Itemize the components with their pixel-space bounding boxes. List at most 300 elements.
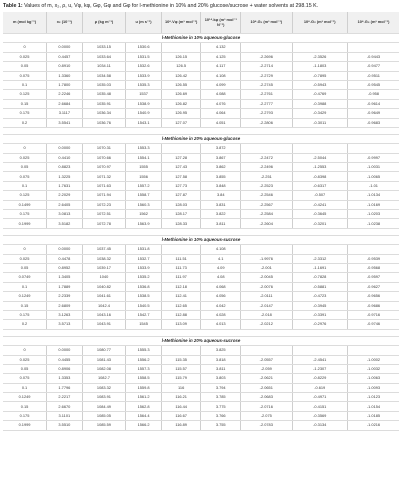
table-row bbox=[3, 181, 399, 190]
table-row bbox=[3, 71, 399, 80]
table-cell: 1041.61 bbox=[82, 292, 126, 301]
table-cell: -0.507 bbox=[292, 191, 347, 200]
table-cell: 4.08 bbox=[201, 273, 241, 282]
table-cell: -0.9614 bbox=[347, 99, 399, 108]
table-cell: -0.9746 bbox=[347, 320, 399, 329]
table-cell: 4.088 bbox=[201, 90, 241, 99]
table-cell: -0.9683 bbox=[347, 118, 399, 127]
table-cell: -2.2604 bbox=[241, 219, 292, 228]
table-cell: 126.69 bbox=[161, 90, 201, 99]
table-row bbox=[3, 109, 399, 118]
table-cell: -0.5943 bbox=[292, 80, 347, 89]
table-cell: -1.0065 bbox=[347, 172, 399, 181]
table-cell: 0.8952 bbox=[47, 263, 83, 272]
table-cell: 2.6809 bbox=[47, 301, 83, 310]
table-cell: 116.44 bbox=[161, 402, 201, 411]
table-cell: 1538.9 bbox=[126, 99, 162, 108]
table-cell: -1.0134 bbox=[347, 191, 399, 200]
table-cell bbox=[241, 43, 292, 52]
table-cell: 0.05 bbox=[3, 62, 47, 71]
table-cell: -2.2745 bbox=[241, 80, 292, 89]
table-cell: 1081.43 bbox=[82, 355, 126, 364]
table-cell: 112.88 bbox=[161, 310, 201, 319]
table-cell: -0.9511 bbox=[347, 71, 399, 80]
table-cell: 0.4455 bbox=[47, 355, 83, 364]
header-cell-m: m (mol kg⁻¹) bbox=[3, 12, 47, 34]
table-cell: -0.3945 bbox=[292, 301, 347, 310]
table-cell bbox=[161, 144, 201, 153]
table-cell: 4.099 bbox=[201, 80, 241, 89]
table-cell: 1071.94 bbox=[82, 191, 126, 200]
table-cell: -0.7895 bbox=[292, 71, 347, 80]
table-row bbox=[3, 219, 399, 228]
spacer-cell bbox=[3, 228, 399, 235]
table-cell: 0.175 bbox=[3, 109, 47, 118]
table-cell: 1.7796 bbox=[47, 383, 83, 392]
table-cell: 0.0000 bbox=[47, 346, 83, 355]
table-cell: 4.1 bbox=[201, 254, 241, 263]
table-cell: -1.0169 bbox=[347, 200, 399, 209]
table-cell: -0.9686 bbox=[347, 301, 399, 310]
table-cell: 1.3353 bbox=[47, 374, 83, 383]
table-cell: 1562 bbox=[126, 210, 162, 219]
table-cell: 1082.7 bbox=[82, 374, 126, 383]
table-cell: 1532.7 bbox=[126, 254, 162, 263]
table-cell: -2.0557 bbox=[241, 355, 292, 364]
table-cell: 1035.91 bbox=[82, 99, 126, 108]
table-cell: 0.1 bbox=[3, 80, 47, 89]
table-cell: 1.3405 bbox=[47, 273, 83, 282]
header-cell-x2: x₂ (10⁻³) bbox=[47, 12, 83, 34]
table-cell: 1040.82 bbox=[82, 282, 126, 291]
table-cell: 0.2 bbox=[3, 118, 47, 127]
table-cell: 111.51 bbox=[161, 254, 201, 263]
table-cell: 1533.9 bbox=[126, 71, 162, 80]
table-cell: -2.2793 bbox=[241, 109, 292, 118]
data-table bbox=[3, 12, 399, 431]
table-cell: 0.1499 bbox=[3, 200, 47, 209]
table-cell: 127.87 bbox=[161, 191, 201, 200]
table-cell: -0.4723 bbox=[292, 292, 347, 301]
header-cell-g1: 10⁶.G₁ (m³ mol⁻¹) bbox=[241, 12, 292, 34]
table-cell: -1.0154 bbox=[347, 402, 399, 411]
table-cell bbox=[241, 245, 292, 254]
table-cell: -0.3569 bbox=[292, 411, 347, 420]
table-cell: -0.958 bbox=[347, 90, 399, 99]
header-cell-g2: 10⁶.G₂ (m³ mol⁻¹) bbox=[292, 12, 347, 34]
table-cell: 2.2339 bbox=[47, 292, 83, 301]
table-cell: -2.0045 bbox=[241, 273, 292, 282]
table-cell: 1538.5 bbox=[126, 292, 162, 301]
table-row bbox=[3, 263, 399, 272]
table-cell: 126.82 bbox=[161, 99, 201, 108]
table-cell: -2.001 bbox=[241, 263, 292, 272]
table-cell: 1070.66 bbox=[82, 153, 126, 162]
table-cell: 0.175 bbox=[3, 310, 47, 319]
table-cell: 0.025 bbox=[3, 153, 47, 162]
table-cell: 1.7800 bbox=[47, 80, 83, 89]
table-cell: -2.4541 bbox=[292, 355, 347, 364]
table-cell: -1.0063 bbox=[347, 374, 399, 383]
table-cell: 2.2217 bbox=[47, 393, 83, 402]
table-caption bbox=[3, 3, 401, 9]
table-cell: -2.0621 bbox=[241, 374, 292, 383]
table-cell: -0.3988 bbox=[292, 99, 347, 108]
table-cell: -2.2761 bbox=[241, 90, 292, 99]
table-cell: 1043.91 bbox=[82, 320, 126, 329]
table-cell: 1039.17 bbox=[82, 263, 126, 272]
table-cell: 4.076 bbox=[201, 99, 241, 108]
table-cell: -0.9997 bbox=[347, 153, 399, 162]
table-cell: 1558.7 bbox=[126, 191, 162, 200]
table-cell: 128.03 bbox=[161, 200, 201, 209]
table-cell: -1.1691 bbox=[292, 263, 347, 272]
table-row bbox=[3, 245, 399, 254]
table-cell: 1085.05 bbox=[82, 411, 126, 420]
table-cell: 0.8823 bbox=[47, 163, 83, 172]
table-cell: 116.89 bbox=[161, 421, 201, 430]
table-cell: 1.7889 bbox=[47, 282, 83, 291]
table-cell: 0.05 bbox=[3, 263, 47, 272]
table-cell: -2.0111 bbox=[241, 292, 292, 301]
table-cell: 0.8910 bbox=[47, 62, 83, 71]
table-cell: 4.051 bbox=[201, 118, 241, 127]
table-cell: 1040 bbox=[82, 273, 126, 282]
table-cell: -0.9568 bbox=[347, 263, 399, 272]
table-cell: 0 bbox=[3, 245, 47, 254]
table-cell: 4.013 bbox=[201, 320, 241, 329]
table-cell: -0.9649 bbox=[347, 109, 399, 118]
table-row bbox=[3, 43, 399, 52]
table-cell bbox=[161, 43, 201, 52]
table-cell: 3.775 bbox=[201, 402, 241, 411]
table-cell: -0.9716 bbox=[347, 310, 399, 319]
section-title: l-Methionine in 10% aqueous-sucrose bbox=[3, 235, 399, 244]
table-cell: 112.18 bbox=[161, 282, 201, 291]
spacer-cell bbox=[3, 127, 399, 134]
table-cell bbox=[292, 346, 347, 355]
table-cell: -0.4151 bbox=[292, 402, 347, 411]
table-cell: 3.755 bbox=[201, 421, 241, 430]
table-cell: 1556 bbox=[126, 172, 162, 181]
table-cell: 0.1 bbox=[3, 282, 47, 291]
table-cell: 1033.64 bbox=[82, 52, 126, 61]
table-cell: 3.0813 bbox=[47, 210, 83, 219]
table-cell: 115.35 bbox=[161, 355, 201, 364]
table-cell: 1540.5 bbox=[126, 301, 162, 310]
header-cell-v-phi: 10⁶.Vφ (m³ mol⁻¹) bbox=[161, 12, 201, 34]
section-header-row bbox=[3, 134, 399, 143]
section-title: l-Methionine in 10% aqueous-glucose bbox=[3, 34, 399, 43]
table-cell: 1557.2 bbox=[126, 181, 162, 190]
table-row bbox=[3, 383, 399, 392]
table-cell: 1072.78 bbox=[82, 219, 126, 228]
table-cell: -2.2714 bbox=[241, 62, 292, 71]
table-row bbox=[3, 411, 399, 420]
table-cell: -2.0076 bbox=[241, 282, 292, 291]
table-cell: 0.1999 bbox=[3, 219, 47, 228]
table-row bbox=[3, 273, 399, 282]
table-cell: 1034.58 bbox=[82, 71, 126, 80]
table-cell: 1071.63 bbox=[82, 181, 126, 190]
table-cell: 1533.9 bbox=[126, 263, 162, 272]
table-cell: -2.2523 bbox=[241, 181, 292, 190]
table-cell: 3.5182 bbox=[47, 219, 83, 228]
caption-label: Table 1: bbox=[3, 3, 23, 9]
table-cell: -2.0716 bbox=[241, 402, 292, 411]
table-cell: -2.2777 bbox=[241, 99, 292, 108]
table-cell: 127.73 bbox=[161, 181, 201, 190]
table-cell: 0.0749 bbox=[3, 273, 47, 282]
table-cell: 0.0000 bbox=[47, 144, 83, 153]
table-cell: 0.1249 bbox=[3, 292, 47, 301]
table-cell: 128.17 bbox=[161, 210, 201, 219]
table-cell: -2.059 bbox=[241, 364, 292, 373]
table-row bbox=[3, 364, 399, 373]
table-cell: -2.2584 bbox=[241, 210, 292, 219]
table-cell: 0.175 bbox=[3, 210, 47, 219]
table-cell: 4.056 bbox=[201, 292, 241, 301]
table-cell: 128.33 bbox=[161, 219, 201, 228]
table-cell: 3.848 bbox=[201, 181, 241, 190]
table-cell: 113.09 bbox=[161, 320, 201, 329]
table-row bbox=[3, 172, 399, 181]
table-cell: -0.8398 bbox=[292, 172, 347, 181]
table-cell: -1.2553 bbox=[292, 163, 347, 172]
table-cell: -2.5044 bbox=[292, 153, 347, 162]
table-cell: 3.1101 bbox=[47, 411, 83, 420]
table-cell: 4.125 bbox=[201, 52, 241, 61]
table-cell: 3.825 bbox=[201, 346, 241, 355]
table-cell: 0.05 bbox=[3, 163, 47, 172]
table-cell: 0.15 bbox=[3, 402, 47, 411]
table-cell: 0.4457 bbox=[47, 52, 83, 61]
table-cell: -0.3201 bbox=[292, 219, 347, 228]
table-cell: 0.8906 bbox=[47, 364, 83, 373]
table-row bbox=[3, 346, 399, 355]
table-cell: -0.9477 bbox=[347, 62, 399, 71]
table-cell: 0.0000 bbox=[47, 245, 83, 254]
table-cell: 3.5713 bbox=[47, 320, 83, 329]
table-cell: 0.15 bbox=[3, 99, 47, 108]
table-cell: 3.818 bbox=[201, 355, 241, 364]
section-spacer bbox=[3, 127, 399, 134]
table-cell: -1.9976 bbox=[241, 254, 292, 263]
table-row bbox=[3, 310, 399, 319]
table-cell: -1.0203 bbox=[347, 210, 399, 219]
table-row bbox=[3, 80, 399, 89]
table-cell: -2.2567 bbox=[241, 200, 292, 209]
table-cell: 0.1999 bbox=[3, 421, 47, 430]
table-cell: 1536.8 bbox=[126, 282, 162, 291]
table-row bbox=[3, 320, 399, 329]
table-cell: 0.075 bbox=[3, 71, 47, 80]
table-cell: 0.075 bbox=[3, 172, 47, 181]
table-cell: 4.132 bbox=[201, 43, 241, 52]
table-cell: 0.1 bbox=[3, 181, 47, 190]
table-cell: 0.025 bbox=[3, 52, 47, 61]
table-cell: -1.0032 bbox=[347, 364, 399, 373]
table-cell: 116.21 bbox=[161, 393, 201, 402]
table-cell: 1.7631 bbox=[47, 181, 83, 190]
table-cell: 1553.3 bbox=[126, 144, 162, 153]
section-title: l-Methionine in 20% aqueous-sucrose bbox=[3, 336, 399, 345]
table-cell: 1566.2 bbox=[126, 421, 162, 430]
table-cell: 1531.5 bbox=[126, 52, 162, 61]
table-cell: -1.0002 bbox=[347, 355, 399, 364]
table-cell: 127.43 bbox=[161, 163, 201, 172]
table-cell: 1555 bbox=[126, 163, 162, 172]
table-cell: -1.0093 bbox=[347, 383, 399, 392]
table-cell: 4.117 bbox=[201, 62, 241, 71]
table-cell: 3.872 bbox=[201, 144, 241, 153]
table-cell: 1531.8 bbox=[126, 245, 162, 254]
table-cell: 1555.3 bbox=[126, 346, 162, 355]
table-cell bbox=[292, 43, 347, 52]
table-cell: -0.3134 bbox=[292, 421, 347, 430]
table-cell: -2.0783 bbox=[241, 421, 292, 430]
table-cell: 1532.6 bbox=[126, 62, 162, 71]
table-cell: 1562.8 bbox=[126, 402, 162, 411]
table-cell: 1080.77 bbox=[82, 346, 126, 355]
table-cell: 0.4478 bbox=[47, 254, 83, 263]
table-cell: -0.4769 bbox=[292, 90, 347, 99]
table-cell: 0.05 bbox=[3, 364, 47, 373]
table-cell: 4.064 bbox=[201, 109, 241, 118]
table-cell: 1540.9 bbox=[126, 109, 162, 118]
table-cell: 3.862 bbox=[201, 163, 241, 172]
table-cell: -1.0216 bbox=[347, 421, 399, 430]
table-cell: -0.5881 bbox=[292, 282, 347, 291]
table-cell: 3.5541 bbox=[47, 118, 83, 127]
table-cell: -2.2546 bbox=[241, 191, 292, 200]
table-row bbox=[3, 254, 399, 263]
section-spacer bbox=[3, 329, 399, 336]
table-cell: 0 bbox=[3, 144, 47, 153]
table-cell: 4.108 bbox=[201, 245, 241, 254]
table-cell: 0.1 bbox=[3, 383, 47, 392]
table-row bbox=[3, 90, 399, 99]
table-row bbox=[3, 374, 399, 383]
table-cell: 0.125 bbox=[3, 191, 47, 200]
table-cell: 1537 bbox=[126, 90, 162, 99]
table-cell: -2.018 bbox=[241, 310, 292, 319]
table-cell: 127.07 bbox=[161, 118, 201, 127]
table-cell: -0.9656 bbox=[347, 292, 399, 301]
table-cell: 1038.32 bbox=[82, 254, 126, 263]
table-cell: -0.6317 bbox=[292, 181, 347, 190]
table-cell: 0.125 bbox=[3, 90, 47, 99]
table-cell: 4.09 bbox=[201, 263, 241, 272]
table-cell: 4.042 bbox=[201, 301, 241, 310]
table-cell: 1072.23 bbox=[82, 200, 126, 209]
table-cell: 3.867 bbox=[201, 153, 241, 162]
table-cell: 3.84 bbox=[201, 191, 241, 200]
table-cell: 1557.3 bbox=[126, 364, 162, 373]
table-cell: 1035.03 bbox=[82, 80, 126, 89]
table-cell: 0.025 bbox=[3, 254, 47, 263]
table-cell: -2.2472 bbox=[241, 153, 292, 162]
table-cell: 3.855 bbox=[201, 172, 241, 181]
table-cell: 0.075 bbox=[3, 374, 47, 383]
table-cell: -1.1803 bbox=[292, 62, 347, 71]
table-cell: 0.4410 bbox=[47, 153, 83, 162]
table-row bbox=[3, 191, 399, 200]
table-cell: 2.2246 bbox=[47, 90, 83, 99]
table-cell: 3.811 bbox=[201, 364, 241, 373]
table-cell: 3.794 bbox=[201, 383, 241, 392]
table-cell: 126.15 bbox=[161, 52, 201, 61]
table-cell: 0 bbox=[3, 346, 47, 355]
header-row bbox=[3, 12, 399, 34]
table-cell: 1085.59 bbox=[82, 421, 126, 430]
table-cell: 126.5 bbox=[161, 62, 201, 71]
table-cell: -0.2976 bbox=[292, 320, 347, 329]
table-cell: 0.175 bbox=[3, 411, 47, 420]
table-row bbox=[3, 301, 399, 310]
table-cell: -2.251 bbox=[241, 172, 292, 181]
table-cell: -2.2806 bbox=[241, 118, 292, 127]
table-cell bbox=[347, 346, 399, 355]
table-cell: 126.42 bbox=[161, 71, 201, 80]
table-cell bbox=[161, 245, 201, 254]
table-body bbox=[3, 34, 399, 431]
table-cell: -0.9545 bbox=[347, 80, 399, 89]
section-title: l-Methionine in 20% aqueous-glucose bbox=[3, 134, 399, 143]
table-cell: 1543.1 bbox=[126, 118, 162, 127]
table-cell: 1564.4 bbox=[126, 411, 162, 420]
table-cell: -0.4241 bbox=[292, 200, 347, 209]
table-cell: 1083.32 bbox=[82, 383, 126, 392]
table-cell: 3.803 bbox=[201, 374, 241, 383]
table-row bbox=[3, 292, 399, 301]
table-cell: 0 bbox=[3, 43, 47, 52]
table-cell: 1036.76 bbox=[82, 118, 126, 127]
section-header-row bbox=[3, 336, 399, 345]
table-cell: 127.58 bbox=[161, 172, 201, 181]
table-cell: 1556.2 bbox=[126, 355, 162, 364]
table-cell: 1.3360 bbox=[47, 71, 83, 80]
section-header-row bbox=[3, 34, 399, 43]
table-cell: 112.65 bbox=[161, 301, 201, 310]
table-cell bbox=[347, 43, 399, 52]
spacer-cell bbox=[3, 329, 399, 336]
table-cell: -0.9597 bbox=[347, 273, 399, 282]
table-cell: -0.9443 bbox=[347, 52, 399, 61]
table-cell bbox=[241, 346, 292, 355]
header-cell-u: u (m s⁻¹) bbox=[126, 12, 162, 34]
table-cell: 1084.49 bbox=[82, 402, 126, 411]
table-cell: -0.9627 bbox=[347, 282, 399, 291]
table-cell: 0.0000 bbox=[47, 43, 83, 52]
table-row bbox=[3, 355, 399, 364]
table-cell: 1.3225 bbox=[47, 172, 83, 181]
table-cell: 116 bbox=[161, 383, 201, 392]
table-cell: 1561.2 bbox=[126, 393, 162, 402]
table-cell: 2.6405 bbox=[47, 200, 83, 209]
table-cell: 1036.34 bbox=[82, 109, 126, 118]
table-row bbox=[3, 144, 399, 153]
table-cell: 1535.2 bbox=[126, 273, 162, 282]
table-cell: -1.0185 bbox=[347, 411, 399, 420]
table-cell: 1071.32 bbox=[82, 172, 126, 181]
table-cell: -2.2729 bbox=[241, 71, 292, 80]
table-cell bbox=[161, 346, 201, 355]
table-cell: -2.0683 bbox=[241, 393, 292, 402]
table-cell: 0.15 bbox=[3, 301, 47, 310]
table-cell: 1072.51 bbox=[82, 210, 126, 219]
table-cell: -2.2496 bbox=[241, 163, 292, 172]
